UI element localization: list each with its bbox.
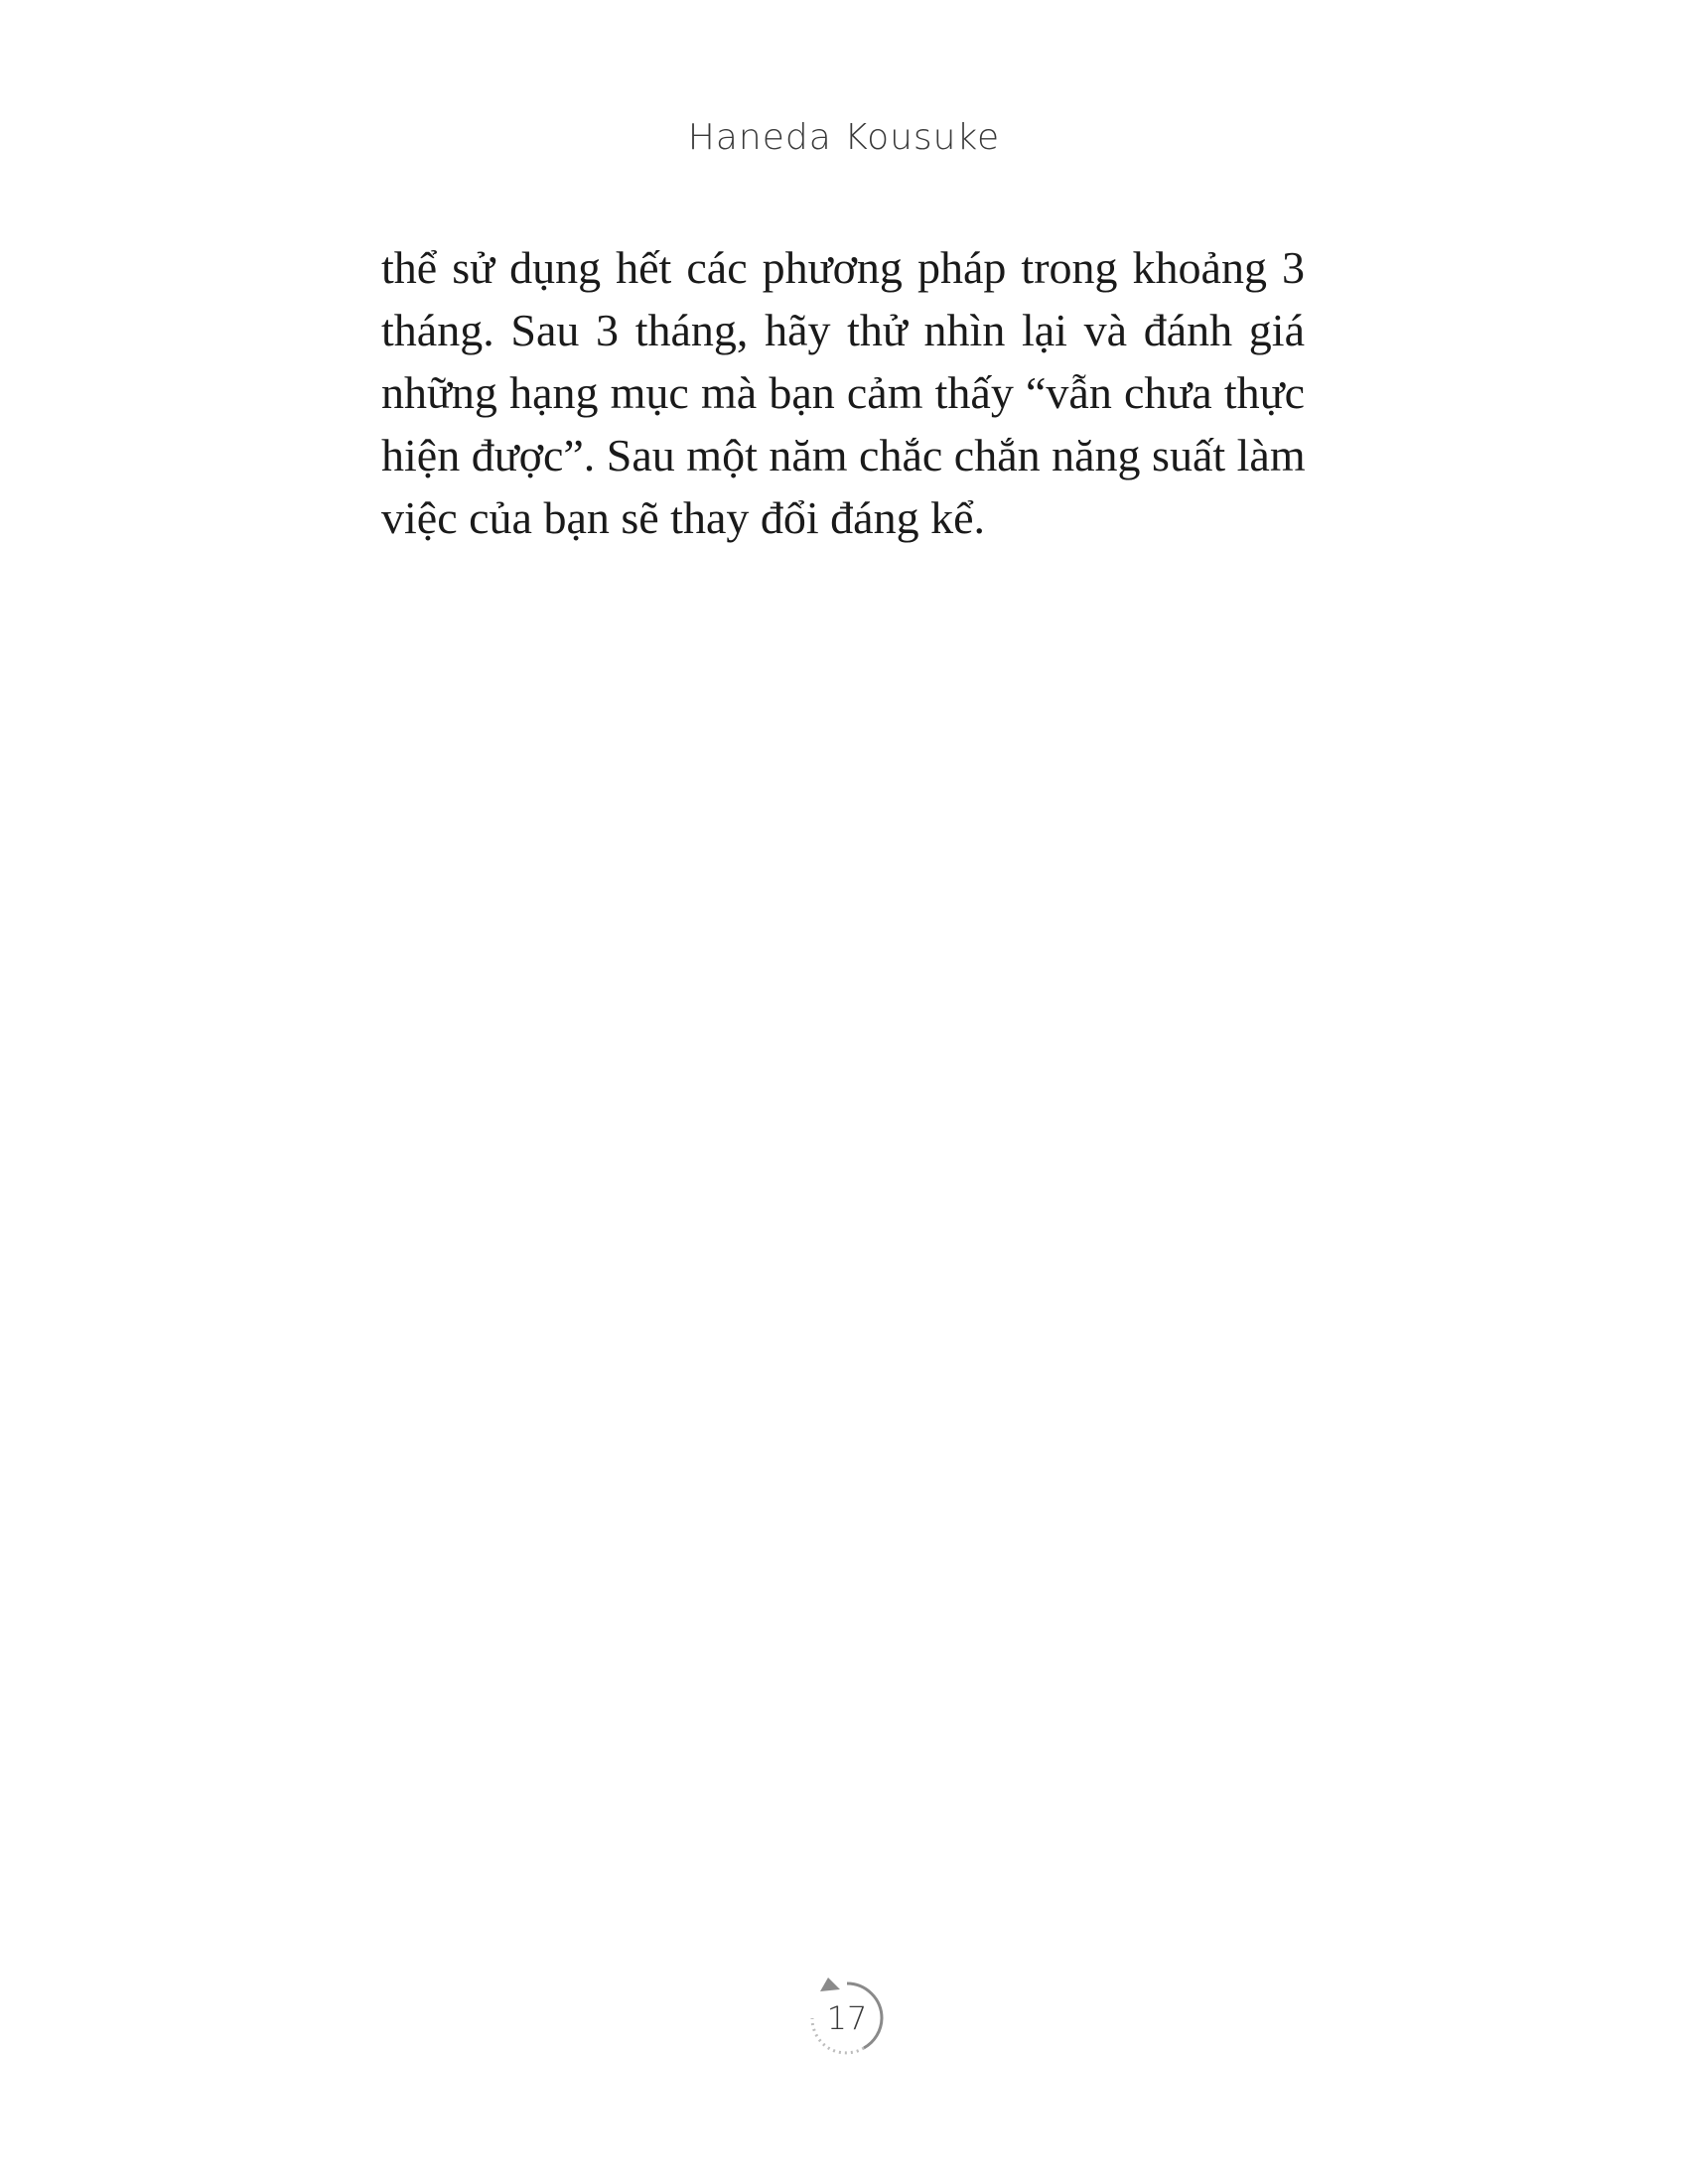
body-line: hiện được”. Sau một năm chắc chắn năng suất làm bbox=[381, 430, 1306, 480]
page-number-badge bbox=[802, 1974, 892, 2063]
body-line: việc của bạn sẽ thay đổi đáng kể. bbox=[381, 492, 985, 543]
running-header: Haneda Kousuke bbox=[687, 117, 1001, 158]
body-line: những hạng mục mà bạn cảm thấy “vẫn chưa thực bbox=[381, 367, 1305, 418]
body-line: thể sử dụng hết các phương pháp trong khoảng 3 bbox=[381, 242, 1305, 293]
body-line: tháng. Sau 3 tháng, hãy thử nhìn lại và đánh giá bbox=[381, 305, 1305, 355]
page-number: 17 bbox=[826, 1999, 868, 2037]
body-paragraph bbox=[381, 236, 1305, 549]
